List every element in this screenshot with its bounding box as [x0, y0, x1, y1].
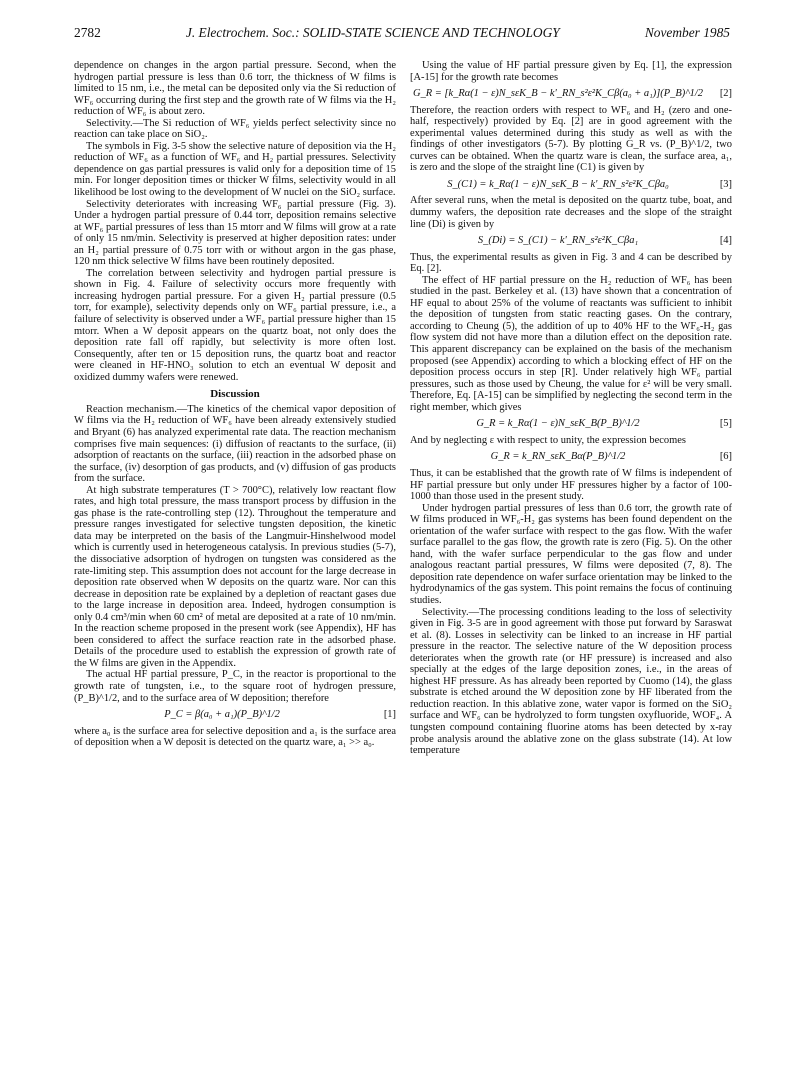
paragraph: The effect of HF partial pressure on the H₂ reduction of WF₆ has been studied in the past. Berkeley et al. (13) have shown that a concentration of HF equal to about 25% of the volume of reactants was sufficient to inhibit the deposition of tungsten from static reacting gases. On the contrary, according to Cheung (5), the addition of up to 40% HF to the WF₆-H₂ gas flow system did not have more than a dilution effect on the deposition rate. This apparent discrepancy can be explained on the basis of the mechanism proposed (see Appendix) according to which a blocking effect of HF on the deposition process occurs in step [R]. Under relatively high WF₆ partial pressures, such as those used by Cheung, the value for ε² will be very small. Therefore, Eq. [A-15] can be simplified by neglecting the second term in the right member, which gives [410, 274, 732, 413]
section-heading-discussion: Discussion [210, 388, 260, 401]
right-column [410, 60, 732, 757]
equation-number: [4] [719, 235, 732, 247]
paragraph: At high substrate temperatures (T > 700°C), relatively low reactant flow rates, and high total pressure, the mass transport process by diffusion in the gas phase is the rate-controlling step (12). Throughout the temperature and pressure ranges investigated for selective tungsten deposition, the kinetic data may be interpreted on the basis of the Langmuir-Hinshelwood model which is currently used in heterogeneous catalysis. In previous studies (5-7), the dissociative adsorption of hydrogen on tungsten was considered as the rate-limiting step. This assumption does not account for the large decrease in deposition rate observed when W deposits on the quartz ware. Nor can this decrease in deposition rate be explained by a depletion of reactant gases due to the large increase in deposition area. Indeed, hydrogen consumption is only 0.4 cm³/min when 60 cm² of metal are deposited at a rate of 10 nm/min. In the reaction scheme proposed in the present work (see Appendix), HF has been considered to affect the surface reaction rate in the adsorbed phase. Details of the procedure used to establish the expression of growth rate of the W films are given in the Appendix. [74, 484, 396, 669]
equation-body: G_R = k_Rα(1 − ε)N_sεK_B(P_B)^1/2 [476, 418, 640, 430]
paragraph: Selectivity.—The processing conditions leading to the loss of selectivity given in Fig. 3-5 are in good agreement with those put forward by Saraswat et al. (8). Losses in selectivity can be linked to an increase in HF partial pressure in the reactor. The selective nature of the W deposition process deteriorates when the growth rate (or HF pressure) is increased and also specially at the edges of the large deposition zones, i.e., in the areas of highest HF pressure. As has already been reported by Cuomo (14), the glass substrate is etched around the W deposition zone by HF liberated from the reduction reaction. In this ablative zone, water vapor is formed on the SiO₂ surface and WF₆ can be hydrolyzed to form tungsten oxyfluoride, WOF₄. A tungsten compound containing fluorine atoms has been detected by x-ray probe analysis around the ablative zone on the glass substrate (14). At low temperature [410, 606, 732, 757]
equation-4 [410, 235, 732, 247]
paragraph: After several runs, when the metal is deposited on the quartz tube, boat, and dummy wafers, the deposition rate decreases and the slope of the straight line (Di) is given by [410, 195, 732, 230]
paragraph: Using the value of HF partial pressure given by Eq. [1], the expression [A-15] for the growth rate becomes [410, 60, 732, 83]
equation-3 [410, 179, 732, 191]
equation-5 [410, 418, 732, 430]
equation-2 [410, 88, 732, 100]
paragraph: And by neglecting ε with respect to unity, the expression becomes [410, 434, 686, 446]
running-head [74, 25, 730, 45]
paragraph: Thus, it can be established that the growth rate of W films is independent of HF partial pressure but only under HF pressures higher by a factor of 100-1000 than those used in the present study. [410, 467, 732, 503]
equation-body: S_(C1) = k_Rα(1 − ε)N_sεK_B − k'_RN_s²ε²K_Cβa₀ [447, 178, 669, 190]
paragraph: Under hydrogen partial pressures of less than 0.6 torr, the growth rate of W films produced in WF₆-H₂ gas systems has been found dependent on the orientation of the wafer surface with respect to the gas flow. With the wafer surface parallel to the gas flow, the growth rate is zero (Fig. 5). On the other hand, with the wafer surface perpendicular to the gas flow and under analogous reactant partial pressures, W films were deposited (7, 8). The deposition rate dependence on wafer surface orientation may be linked to the hydrodynamics of the gas system. This point remains the focus of continuing studies. [410, 502, 732, 606]
paragraph: Thus, the experimental results as given in Fig. 3 and 4 can be described by Eq. [2]. [410, 251, 732, 275]
paragraph: where a₀ is the surface area for selective deposition and a₁ is the surface area of deposition when a W deposit is detected on the quartz ware, a₁ >> a₀. [74, 725, 396, 749]
equation-body: S_(Di) = S_(C1) − k'_RN_s²ε²K_Cβa₁ [477, 235, 639, 247]
paragraph: The symbols in Fig. 3-5 show the selective nature of deposition via the H₂ reduction of WF₆ as a function of WF₆ and H₂ partial pressures. Selectivity dependence on gas partial pressures is valid only for a deposition time of 15 min. For longer deposition times or thicker W films, selectivity would in all likelihood be lost owing to the development of W nuclei on the SiO₂ surface. [74, 140, 396, 199]
page-number: 2782 [74, 25, 101, 40]
paragraph: The actual HF partial pressure, P_C, in the reactor is proportional to the growth rate of tungsten, i.e., to the square root of hydrogen pressure, (P_B)^1/2, and to the surface area of W deposition; therefore [74, 669, 396, 704]
journal-title: J. Electrochem. Soc.: SOLID-STATE SCIENCE AND TECHNOLOGY [185, 25, 560, 40]
paragraph: dependence on changes in the argon partial pressure. Second, when the hydrogen partial pressure is less than 0.6 torr, the thickness of W films is limited to 15 nm, i.e., the metal can be deposited only via the Si reduction of WF₆ occurring during the first step and the growth rate of W films via the H₂ reduction of WF₆ is about zero. [74, 60, 396, 118]
paragraph: The correlation between selectivity and hydrogen partial pressure is shown in Fig. 4. Failure of selectivity occurs more frequently with increasing hydrogen partial pressure. For a given H₂ partial pressure (0.5 torr, for example), selectivity depends only on WF₆ partial pressure, i.e., a failure of selectivity is observed under a WF₆ partial pressure higher than 15 mtorr. When a W deposit appears on the quartz boat, not only does the deposition rate fall off rapidly, but selectivity is more often lost. Consequently, after ten or 15 deposition runs, the quartz boat and reactor were cleaned in HF-HNO₃ solution to etch an eventual W deposit and oxidized dummy wafers were renewed. [74, 267, 396, 383]
paragraph: Selectivity.—The Si reduction of WF₆ yields perfect selectivity since no reaction can take place on SiO₂. [74, 117, 396, 141]
equation-number: [6] [719, 451, 732, 463]
issue-date: November 1985 [644, 25, 730, 40]
equation-number: [2] [719, 88, 732, 100]
paragraph: Selectivity deteriorates with increasing WF₆ partial pressure (Fig. 3). Under a hydrogen partial pressure of 0.44 torr, deposition remains selective at WF₆ partial pressures of less than 15 mtorr and W films will grow at a rate of only 15 nm/min. Selectivity is preserved at higher deposition rates: under an H₂ partial pressure of 0.75 torr with or without argon in the gas phase, 120 nm thick selective W films have been routinely deposited. [74, 198, 396, 268]
equation-body: P_C = β(a₀ + a₁)(P_B)^1/2 [164, 709, 280, 721]
equation-number: [1] [383, 709, 396, 721]
equation-body: G_R = k_RN_sεK_Bα(P_B)^1/2 [490, 451, 626, 463]
paragraph: Reaction mechanism.—The kinetics of the chemical vapor deposition of W films via the H₂ reduction of WF₆ have been already extensively studied and Bryant (6) has analyzed experimental rate data. The reaction mechanism comprises five main sequences: (i) diffusion of reactants to the surface, (ii) adsorption of reactants on the surface, (iii) reaction in the adsorbed phase on the surface, (iv) desorption of gas products, and (v) diffusion of gas products from the surface. [74, 403, 396, 485]
equation-1 [74, 709, 396, 721]
paragraph: Therefore, the reaction orders with respect to WF₆ and H₂ (zero and one-half, respectively) provided by Eq. [2] are in good agreement with the experimental values determined during this study as well as with the findings of other investigators (5-7). By plotting G_R vs. (P_B)^1/2, two curves can be obtained. When the quartz ware is clean, the surface area, a₁, is zero and the slope of the straight line (C1) is given by [410, 104, 732, 174]
equation-6 [410, 451, 732, 463]
equation-number: [5] [719, 418, 732, 430]
left-column [74, 60, 396, 749]
equation-number: [3] [719, 178, 732, 190]
equation-body: G_R = [k_Rα(1 − ε)N_sεK_B − k'_RN_s²ε²K_Cβ(a₀ + a₁)](P_B)^1/2 [413, 88, 703, 100]
